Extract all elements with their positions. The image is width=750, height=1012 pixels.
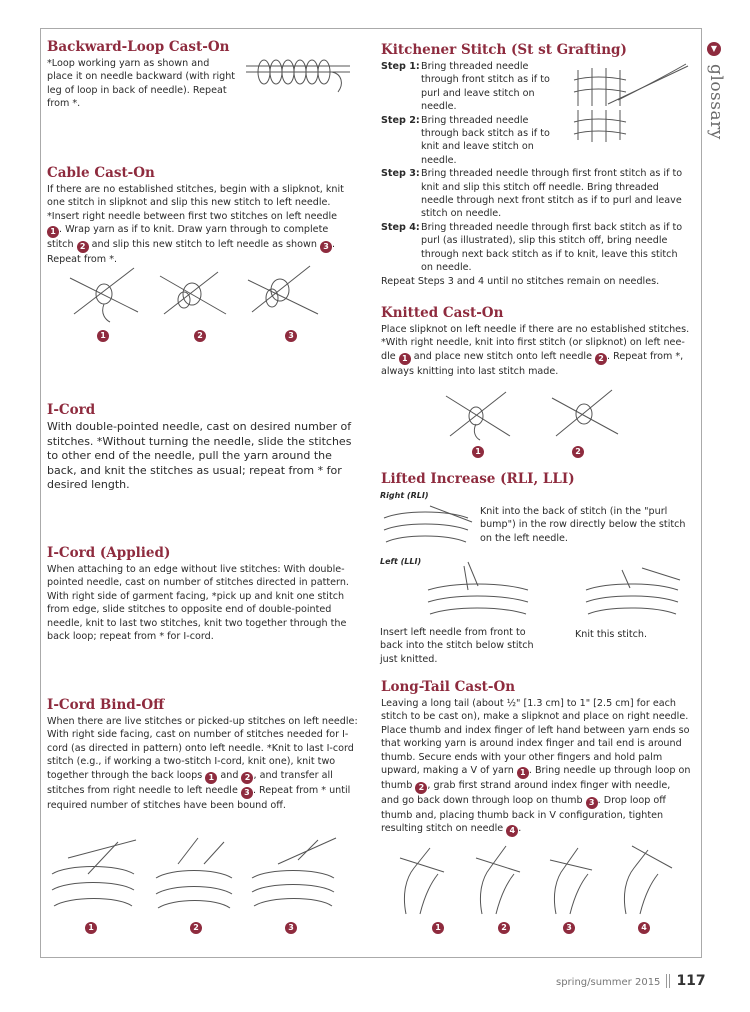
kitchener-repeat: Repeat Steps 3 and 4 until no stitches remain on needles.: [381, 275, 660, 287]
step-2-badge: 2: [77, 241, 89, 253]
lt-step-2-badge: 2: [415, 782, 427, 794]
icord-section: [47, 402, 357, 493]
lt-fig-3-badge: 3: [563, 922, 575, 934]
cable-cast-on-title: Cable Cast-On: [47, 165, 155, 181]
backward-loop-title: Backward-Loop Cast-On: [47, 39, 230, 55]
lli-text-2: Knit this stitch.: [575, 629, 647, 640]
long-tail-text: Leaving a long tail (about ½" [1.3 cm] to 1" [2.5 cm] for each stitch to be cast on), make a slipknot and place on right needle. Place thumb and index finger of left hand between yarn ends so that working yarn is around index finger and tail end is around thumb. Secure ends with your other fingers and hold palm upward, making a V of yarn 1 . Bring needle up through loop on thumb 2 , grab first strand around index finger with needle, and go back down through loop on thumb 3 . Drop loop off thumb and, placing thumb back in V configuration, tighten resulting stitch on needle 4 .: [381, 698, 691, 836]
icord-bind-off-text: When there are live stitches or picked-up stitches on left needle: With right side facing, cast on number of stitches needed for I-cord (as directed in pattern) onto left needle. *Knit to last I-cord stitch (e.g., if working a two-stitch I-cord, knit one), knit two together through the back loops 1 and 2 , and transfer all stitches from right needle to left needle 3 . Repeat from * until required number of stitches have been bound off.: [47, 716, 358, 811]
icord-title: I-Cord: [47, 402, 96, 418]
rli-illustration: [380, 502, 474, 546]
step-3-badge: 3: [320, 241, 332, 253]
cable-fig-2-badge: 2: [194, 330, 206, 342]
bo-step-1-badge: 1: [205, 772, 217, 784]
kn-step-1-badge: 1: [399, 353, 411, 365]
lifted-increase-title: Lifted Increase (RLI, LLI): [381, 471, 575, 487]
glossary-tab[interactable]: [702, 28, 730, 138]
cable-fig-1-badge: 1: [97, 330, 109, 342]
lt-step-3-badge: 3: [586, 797, 598, 809]
lt-fig-2-badge: 2: [498, 922, 510, 934]
cable-fig-3-badge: 3: [285, 330, 297, 342]
lt-fig-1-badge: 1: [432, 922, 444, 934]
icord-applied-title: I-Cord (Applied): [47, 545, 171, 561]
icord-bind-off-title: I-Cord Bind-Off: [47, 697, 165, 713]
long-tail-illustration: [386, 838, 692, 916]
backward-loop-text: *Loop working yarn as shown and place it on needle backward (with right leg of loop in back of needle). Repeat from *.: [47, 58, 236, 110]
long-tail-title: Long-Tail Cast-On: [381, 679, 516, 695]
cable-cast-on-illustration: [66, 264, 326, 326]
icord-bind-off-section: [47, 697, 362, 812]
cable-cast-on-section: [47, 165, 352, 267]
bo-step-2-badge: 2: [241, 772, 253, 784]
knitted-cast-on-section: [381, 305, 691, 378]
knitted-cast-on-title: Knitted Cast-On: [381, 305, 504, 321]
kitchener-step-1: Step 1: Bring threaded needle through front stitch as if to purl and leave stitch on needle.: [381, 61, 550, 113]
footer-separator: [666, 974, 670, 988]
rli-text: Knit into the back of stitch (in the "purl bump") in the row directly below the stitch on the left needle.: [480, 506, 686, 544]
bo-fig-2-badge: 2: [190, 922, 202, 934]
bo-fig-3-badge: 3: [285, 922, 297, 934]
lifted-increase-section: [381, 471, 691, 489]
glossary-tab-label: glossary: [706, 64, 726, 140]
kitchener-step-2: Step 2: Bring threaded needle through back stitch as if to knit and leave stitch on needle.: [381, 114, 550, 166]
icord-applied-section: [47, 545, 362, 643]
lli-illustration-2: [582, 566, 682, 620]
step-1-badge: 1: [47, 226, 59, 238]
page-footer: [556, 973, 706, 989]
page-number: 117: [676, 973, 706, 989]
kitchener-title: Kitchener Stitch (St st Grafting): [381, 42, 627, 58]
kn-fig-1-badge: 1: [472, 446, 484, 458]
kitchener-step-3: Step 3: Bring threaded needle through first front stitch as if to knit and slip this stitch off needle. Bring threaded needle through next front stitch as if to purl and leave stitch on needle.: [381, 168, 683, 220]
issue-label: spring/summer 2015: [556, 977, 661, 988]
lt-step-1-badge: 1: [517, 767, 529, 779]
kitchener-step-4: Step 4: Bring threaded needle through first back stitch as if to purl (as illustrated), slip this stitch off, bring needle through next back stitch as if to knit, leave this stitch on needle.: [381, 221, 683, 274]
bo-fig-1-badge: 1: [85, 922, 97, 934]
down-arrow-circle-icon: ▼: [707, 42, 721, 56]
lt-step-4-badge: 4: [506, 825, 518, 837]
rli-label: Right (RLI): [380, 491, 429, 500]
lli-label: Left (LLI): [380, 557, 422, 566]
icord-bind-off-illustration: [48, 834, 340, 914]
lli-text-1: Insert left needle from front to back into the stitch below stitch just knitted.: [380, 627, 534, 665]
icord-text: With double-pointed needle, cast on desired number of stitches. *Without turning the needle, slide the stitches to other end of the needle, pull the yarn around the back, and knit the stitches as usual; repeat from * for desired length.: [47, 420, 352, 492]
kn-fig-2-badge: 2: [572, 446, 584, 458]
kitchener-illustration: [568, 60, 694, 144]
long-tail-section: [381, 679, 691, 837]
backward-loop-section: [47, 39, 237, 111]
lt-fig-4-badge: 4: [638, 922, 650, 934]
lli-illustration-1: [424, 560, 534, 620]
knitted-cast-on-illustration: [440, 386, 624, 442]
icord-applied-text: When attaching to an edge without live stitches: With double-pointed needle, cast on number of stitches directed in pattern. With right side of garment facing, *pick up and knit one stitch from edge, slide stitches to opposite end of double-pointed needle, knit to last two stitches, knit two together through the back loop; repeat from * for I-cord.: [47, 564, 349, 643]
kn-step-2-badge: 2: [595, 353, 607, 365]
cable-cast-on-text: If there are no established stitches, begin with a slipknot, knit one stitch in slipknot and slip this new stitch to left needle. *Insert right needle between first two stitches on left needle 1 . Wrap yarn as if to knit. Draw yarn through to complete stitch 2 and slip this new stitch to left needle as shown 3 . Repeat from *.: [47, 184, 344, 266]
knitted-cast-on-text: Place slipknot on left needle if there are no established stitches. *With right needle, knit into first stitch (or slipknot) on left nee-dle 1 and place new stitch onto left needle 2 . Repeat from *, always knitting into last stitch made.: [381, 324, 690, 377]
bo-step-3-badge: 3: [241, 787, 253, 799]
backward-loop-illustration: [242, 50, 354, 100]
